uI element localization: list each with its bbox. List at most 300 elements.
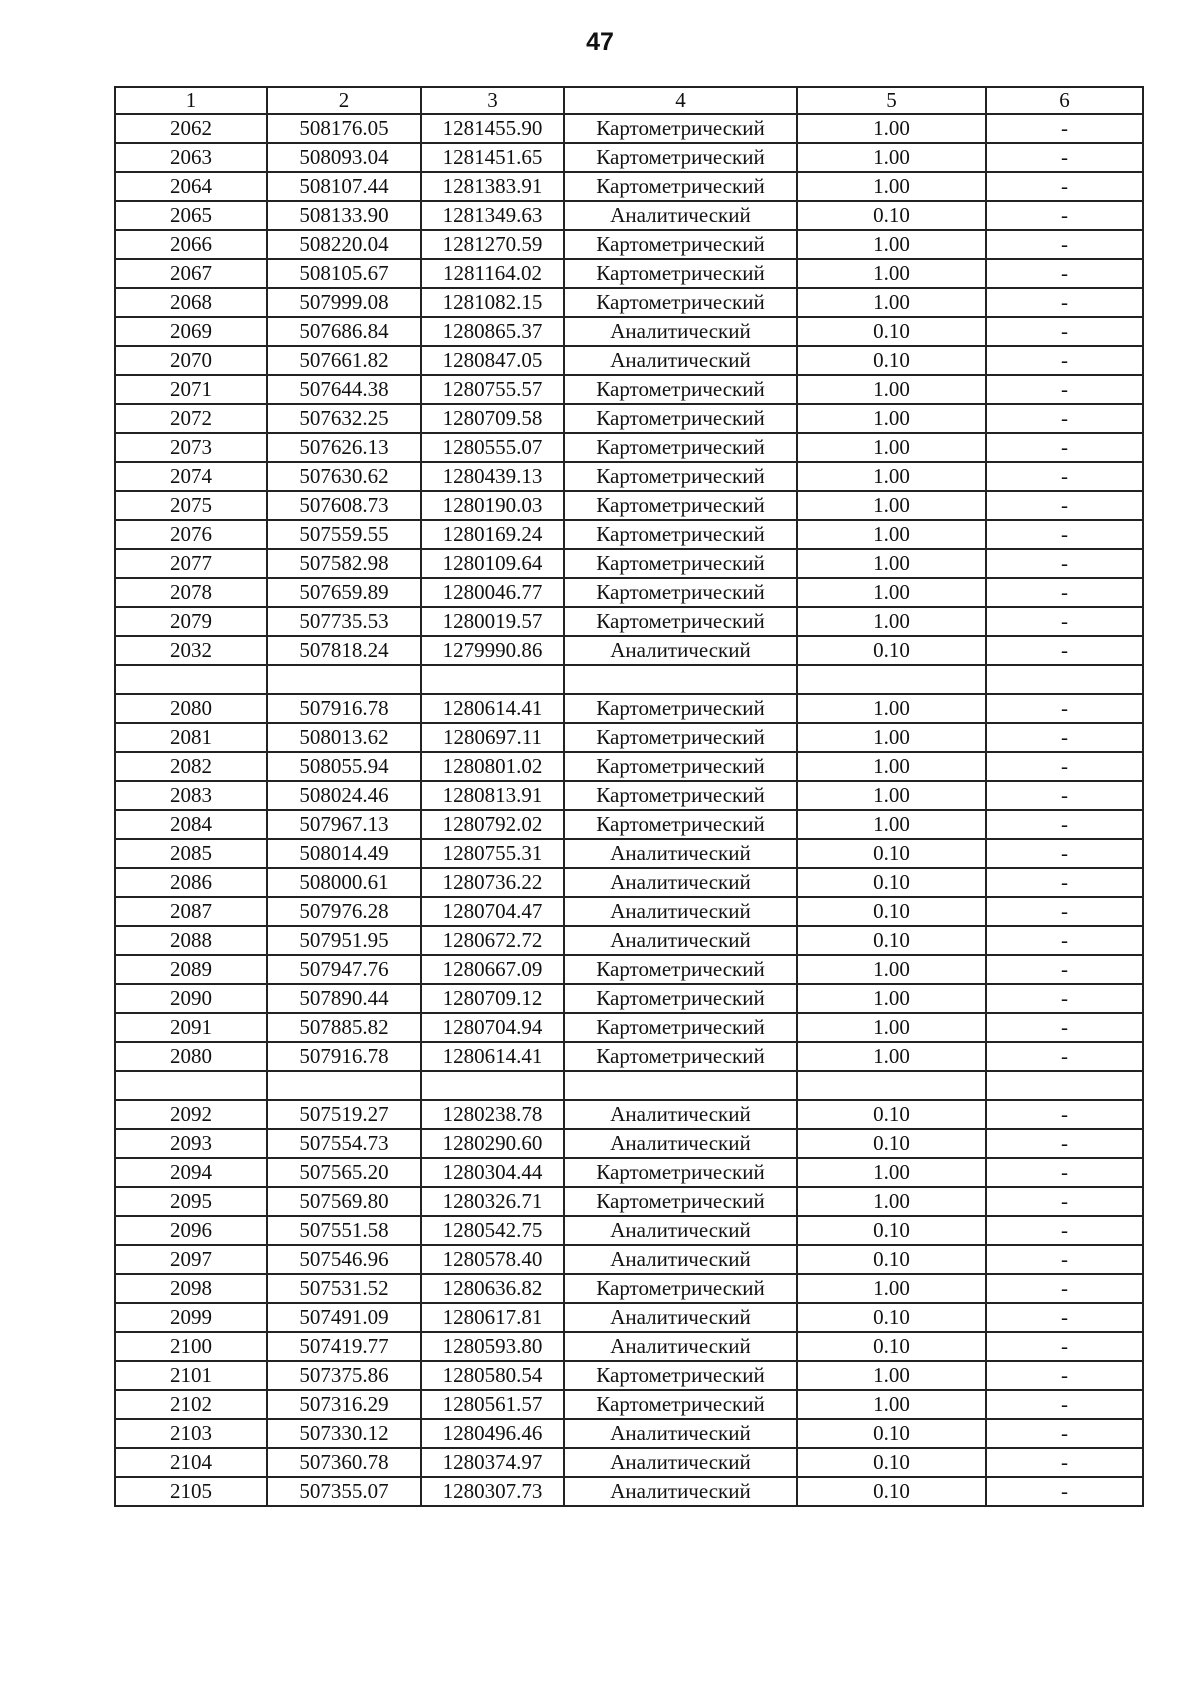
point-number-cell: 2084 [115,810,267,839]
accuracy-cell: 1.00 [797,172,986,201]
table-row [115,665,1143,694]
method-cell: Картометрический [564,1158,797,1187]
accuracy-cell: 1.00 [797,549,986,578]
accuracy-cell: 0.10 [797,839,986,868]
note-cell: - [986,897,1143,926]
table-row [115,1361,1143,1390]
y-coordinate-cell: 1280593.80 [421,1332,564,1361]
method-cell: Аналитический [564,636,797,665]
note-cell: - [986,143,1143,172]
accuracy-cell: 1.00 [797,810,986,839]
method-cell: Картометрический [564,1042,797,1071]
table-row [115,462,1143,491]
y-coordinate-cell: 1280736.22 [421,868,564,897]
table-row [115,578,1143,607]
point-number-cell: 2068 [115,288,267,317]
accuracy-cell: 0.10 [797,201,986,230]
y-coordinate-cell: 1280439.13 [421,462,564,491]
method-cell [564,1071,797,1100]
method-cell: Картометрический [564,520,797,549]
x-coordinate-cell: 508133.90 [267,201,421,230]
point-number-cell: 2088 [115,926,267,955]
x-coordinate-cell: 507951.95 [267,926,421,955]
point-number-cell: 2087 [115,897,267,926]
y-coordinate-cell: 1280580.54 [421,1361,564,1390]
point-number-cell: 2075 [115,491,267,520]
method-cell: Аналитический [564,1477,797,1506]
method-cell: Аналитический [564,201,797,230]
point-number-cell: 2102 [115,1390,267,1419]
y-coordinate-cell [421,665,564,694]
table-row [115,1071,1143,1100]
method-cell: Аналитический [564,346,797,375]
y-coordinate-cell: 1281349.63 [421,201,564,230]
note-cell: - [986,433,1143,462]
accuracy-cell: 1.00 [797,1390,986,1419]
accuracy-cell: 0.10 [797,1303,986,1332]
point-number-cell: 2090 [115,984,267,1013]
point-number-cell: 2072 [115,404,267,433]
point-number-cell: 2091 [115,1013,267,1042]
table-row [115,839,1143,868]
x-coordinate-cell [267,1071,421,1100]
method-cell: Картометрический [564,1390,797,1419]
y-coordinate-cell: 1281383.91 [421,172,564,201]
x-coordinate-cell: 507885.82 [267,1013,421,1042]
note-cell: - [986,1477,1143,1506]
y-coordinate-cell [421,1071,564,1100]
table-row [115,723,1143,752]
x-coordinate-cell: 507947.76 [267,955,421,984]
table-row [115,752,1143,781]
accuracy-cell: 1.00 [797,781,986,810]
y-coordinate-cell: 1280304.44 [421,1158,564,1187]
accuracy-cell: 1.00 [797,462,986,491]
accuracy-cell: 1.00 [797,1274,986,1303]
x-coordinate-cell: 508105.67 [267,259,421,288]
method-cell: Картометрический [564,810,797,839]
method-cell: Картометрический [564,549,797,578]
table-row [115,1100,1143,1129]
note-cell [986,1071,1143,1100]
point-number-cell: 2095 [115,1187,267,1216]
accuracy-cell: 0.10 [797,897,986,926]
method-cell: Картометрический [564,172,797,201]
y-coordinate-cell: 1280813.91 [421,781,564,810]
accuracy-cell: 0.10 [797,346,986,375]
table-row [115,288,1143,317]
y-coordinate-cell: 1280326.71 [421,1187,564,1216]
method-cell: Аналитический [564,897,797,926]
accuracy-cell: 1.00 [797,984,986,1013]
y-coordinate-cell: 1280704.47 [421,897,564,926]
y-coordinate-cell: 1280801.02 [421,752,564,781]
table-row [115,1216,1143,1245]
point-number-cell: 2080 [115,694,267,723]
method-cell: Картометрический [564,607,797,636]
note-cell: - [986,1419,1143,1448]
point-number-cell [115,665,267,694]
x-coordinate-cell: 507818.24 [267,636,421,665]
method-cell: Картометрический [564,491,797,520]
table-row [115,549,1143,578]
point-number-cell: 2082 [115,752,267,781]
table-row [115,520,1143,549]
x-coordinate-cell: 507546.96 [267,1245,421,1274]
note-cell: - [986,810,1143,839]
point-number-cell: 2066 [115,230,267,259]
accuracy-cell: 1.00 [797,752,986,781]
method-cell: Картометрический [564,694,797,723]
point-number-cell: 2098 [115,1274,267,1303]
method-cell: Аналитический [564,839,797,868]
accuracy-cell: 0.10 [797,317,986,346]
y-coordinate-cell: 1281455.90 [421,114,564,143]
point-number-cell: 2103 [115,1419,267,1448]
y-coordinate-cell: 1280169.24 [421,520,564,549]
note-cell: - [986,1013,1143,1042]
point-number-cell: 2104 [115,1448,267,1477]
x-coordinate-cell: 507890.44 [267,984,421,1013]
x-coordinate-cell: 507582.98 [267,549,421,578]
table-row [115,1129,1143,1158]
table-row [115,230,1143,259]
point-number-cell: 2099 [115,1303,267,1332]
method-cell [564,665,797,694]
method-cell: Картометрический [564,723,797,752]
y-coordinate-cell: 1280847.05 [421,346,564,375]
y-coordinate-cell: 1281270.59 [421,230,564,259]
method-cell: Аналитический [564,1303,797,1332]
x-coordinate-cell: 508176.05 [267,114,421,143]
point-number-cell: 2080 [115,1042,267,1071]
point-number-cell: 2096 [115,1216,267,1245]
y-coordinate-cell: 1280636.82 [421,1274,564,1303]
header-col-6: 6 [986,87,1143,114]
table-row [115,1245,1143,1274]
accuracy-cell: 1.00 [797,607,986,636]
note-cell: - [986,520,1143,549]
table-row [115,1042,1143,1071]
method-cell: Картометрический [564,433,797,462]
header-col-2: 2 [267,87,421,114]
x-coordinate-cell: 508107.44 [267,172,421,201]
accuracy-cell: 1.00 [797,404,986,433]
table-row [115,143,1143,172]
x-coordinate-cell: 507531.52 [267,1274,421,1303]
x-coordinate-cell: 508013.62 [267,723,421,752]
point-number-cell: 2092 [115,1100,267,1129]
note-cell: - [986,1245,1143,1274]
table-row [115,375,1143,404]
y-coordinate-cell: 1280019.57 [421,607,564,636]
accuracy-cell: 1.00 [797,1187,986,1216]
accuracy-cell: 1.00 [797,694,986,723]
point-number-cell: 2081 [115,723,267,752]
accuracy-cell: 1.00 [797,491,986,520]
y-coordinate-cell: 1280542.75 [421,1216,564,1245]
point-number-cell: 2032 [115,636,267,665]
note-cell: - [986,607,1143,636]
point-number-cell: 2069 [115,317,267,346]
y-coordinate-cell: 1280046.77 [421,578,564,607]
method-cell: Картометрический [564,955,797,984]
accuracy-cell: 1.00 [797,1042,986,1071]
note-cell: - [986,404,1143,433]
accuracy-cell: 1.00 [797,955,986,984]
y-coordinate-cell: 1279990.86 [421,636,564,665]
point-number-cell: 2062 [115,114,267,143]
note-cell: - [986,114,1143,143]
note-cell: - [986,955,1143,984]
note-cell: - [986,259,1143,288]
x-coordinate-cell: 507559.55 [267,520,421,549]
accuracy-cell: 1.00 [797,578,986,607]
x-coordinate-cell: 507916.78 [267,1042,421,1071]
method-cell: Аналитический [564,926,797,955]
point-number-cell: 2093 [115,1129,267,1158]
x-coordinate-cell: 507661.82 [267,346,421,375]
accuracy-cell: 1.00 [797,1158,986,1187]
y-coordinate-cell: 1280792.02 [421,810,564,839]
point-number-cell: 2083 [115,781,267,810]
method-cell: Картометрический [564,1274,797,1303]
point-number-cell: 2070 [115,346,267,375]
x-coordinate-cell: 508093.04 [267,143,421,172]
table-row [115,810,1143,839]
table-row [115,897,1143,926]
x-coordinate-cell: 507375.86 [267,1361,421,1390]
accuracy-cell: 1.00 [797,1361,986,1390]
method-cell: Картометрический [564,230,797,259]
x-coordinate-cell: 507999.08 [267,288,421,317]
method-cell: Аналитический [564,1419,797,1448]
x-coordinate-cell: 507976.28 [267,897,421,926]
accuracy-cell [797,665,986,694]
y-coordinate-cell: 1280109.64 [421,549,564,578]
method-cell: Картометрический [564,984,797,1013]
table-row [115,1274,1143,1303]
note-cell: - [986,201,1143,230]
note-cell: - [986,1274,1143,1303]
method-cell: Картометрический [564,462,797,491]
x-coordinate-cell: 507916.78 [267,694,421,723]
method-cell: Картометрический [564,375,797,404]
table-row [115,607,1143,636]
note-cell: - [986,1158,1143,1187]
table-row [115,868,1143,897]
x-coordinate-cell: 507519.27 [267,1100,421,1129]
y-coordinate-cell: 1281164.02 [421,259,564,288]
accuracy-cell: 0.10 [797,1419,986,1448]
table-row [115,781,1143,810]
point-number-cell: 2094 [115,1158,267,1187]
table-row [115,433,1143,462]
table-row [115,172,1143,201]
table-row [115,114,1143,143]
note-cell: - [986,346,1143,375]
note-cell: - [986,1129,1143,1158]
x-coordinate-cell: 507360.78 [267,1448,421,1477]
accuracy-cell: 0.10 [797,1332,986,1361]
note-cell: - [986,172,1143,201]
accuracy-cell: 1.00 [797,723,986,752]
y-coordinate-cell: 1280238.78 [421,1100,564,1129]
x-coordinate-cell: 507735.53 [267,607,421,636]
x-coordinate-cell: 507659.89 [267,578,421,607]
table-row [115,491,1143,520]
point-number-cell: 2074 [115,462,267,491]
point-number-cell [115,1071,267,1100]
table-row [115,1390,1143,1419]
note-cell: - [986,1390,1143,1419]
point-number-cell: 2100 [115,1332,267,1361]
y-coordinate-cell: 1280496.46 [421,1419,564,1448]
method-cell: Картометрический [564,259,797,288]
x-coordinate-cell: 507419.77 [267,1332,421,1361]
accuracy-cell: 1.00 [797,230,986,259]
y-coordinate-cell: 1280755.57 [421,375,564,404]
accuracy-cell: 0.10 [797,1245,986,1274]
method-cell: Картометрический [564,1187,797,1216]
method-cell: Аналитический [564,868,797,897]
x-coordinate-cell [267,665,421,694]
method-cell: Картометрический [564,1013,797,1042]
point-number-cell: 2071 [115,375,267,404]
y-coordinate-cell: 1280865.37 [421,317,564,346]
point-number-cell: 2063 [115,143,267,172]
table-row [115,926,1143,955]
header-col-3: 3 [421,87,564,114]
accuracy-cell: 0.10 [797,1448,986,1477]
table-header-row [115,87,1143,114]
accuracy-cell: 1.00 [797,259,986,288]
header-col-4: 4 [564,87,797,114]
method-cell: Картометрический [564,404,797,433]
note-cell: - [986,288,1143,317]
table-row [115,259,1143,288]
y-coordinate-cell: 1280190.03 [421,491,564,520]
method-cell: Аналитический [564,1129,797,1158]
table-row [115,1303,1143,1332]
accuracy-cell: 1.00 [797,143,986,172]
accuracy-cell [797,1071,986,1100]
method-cell: Картометрический [564,114,797,143]
y-coordinate-cell: 1280617.81 [421,1303,564,1332]
table-row [115,1477,1143,1506]
accuracy-cell: 1.00 [797,114,986,143]
accuracy-cell: 0.10 [797,868,986,897]
table-row [115,346,1143,375]
method-cell: Аналитический [564,317,797,346]
y-coordinate-cell: 1280697.11 [421,723,564,752]
note-cell: - [986,549,1143,578]
table-row [115,201,1143,230]
point-number-cell: 2067 [115,259,267,288]
x-coordinate-cell: 508014.49 [267,839,421,868]
x-coordinate-cell: 507554.73 [267,1129,421,1158]
y-coordinate-cell: 1280755.31 [421,839,564,868]
accuracy-cell: 1.00 [797,375,986,404]
table-row [115,404,1143,433]
accuracy-cell: 1.00 [797,1013,986,1042]
accuracy-cell: 0.10 [797,636,986,665]
y-coordinate-cell: 1280704.94 [421,1013,564,1042]
y-coordinate-cell: 1280307.73 [421,1477,564,1506]
table-row [115,636,1143,665]
x-coordinate-cell: 507608.73 [267,491,421,520]
accuracy-cell: 1.00 [797,288,986,317]
method-cell: Аналитический [564,1100,797,1129]
method-cell: Аналитический [564,1332,797,1361]
method-cell: Аналитический [564,1245,797,1274]
table-row [115,1187,1143,1216]
note-cell: - [986,1332,1143,1361]
note-cell: - [986,723,1143,752]
note-cell: - [986,984,1143,1013]
note-cell: - [986,694,1143,723]
x-coordinate-cell: 507630.62 [267,462,421,491]
point-number-cell: 2064 [115,172,267,201]
method-cell: Картометрический [564,781,797,810]
point-number-cell: 2097 [115,1245,267,1274]
point-number-cell: 2079 [115,607,267,636]
table-row [115,955,1143,984]
point-number-cell: 2101 [115,1361,267,1390]
y-coordinate-cell: 1280578.40 [421,1245,564,1274]
table-row [115,1332,1143,1361]
x-coordinate-cell: 507491.09 [267,1303,421,1332]
table-row [115,317,1143,346]
note-cell: - [986,636,1143,665]
table-row [115,984,1143,1013]
x-coordinate-cell: 507686.84 [267,317,421,346]
accuracy-cell: 1.00 [797,520,986,549]
y-coordinate-cell: 1280555.07 [421,433,564,462]
y-coordinate-cell: 1281082.15 [421,288,564,317]
y-coordinate-cell: 1280290.60 [421,1129,564,1158]
method-cell: Картометрический [564,288,797,317]
table-row [115,1448,1143,1477]
x-coordinate-cell: 508220.04 [267,230,421,259]
x-coordinate-cell: 507355.07 [267,1477,421,1506]
point-number-cell: 2086 [115,868,267,897]
accuracy-cell: 0.10 [797,926,986,955]
point-number-cell: 2085 [115,839,267,868]
table-row [115,1013,1143,1042]
y-coordinate-cell: 1280667.09 [421,955,564,984]
method-cell: Картометрический [564,143,797,172]
note-cell: - [986,781,1143,810]
y-coordinate-cell: 1280374.97 [421,1448,564,1477]
x-coordinate-cell: 507632.25 [267,404,421,433]
x-coordinate-cell: 507316.29 [267,1390,421,1419]
table-body [115,114,1143,1506]
point-number-cell: 2077 [115,549,267,578]
accuracy-cell: 0.10 [797,1100,986,1129]
method-cell: Аналитический [564,1216,797,1245]
accuracy-cell: 1.00 [797,433,986,462]
x-coordinate-cell: 507967.13 [267,810,421,839]
y-coordinate-cell: 1281451.65 [421,143,564,172]
point-number-cell: 2105 [115,1477,267,1506]
coordinates-table [114,86,1144,1507]
note-cell: - [986,1100,1143,1129]
note-cell: - [986,230,1143,259]
accuracy-cell: 0.10 [797,1129,986,1158]
y-coordinate-cell: 1280709.58 [421,404,564,433]
point-number-cell: 2073 [115,433,267,462]
